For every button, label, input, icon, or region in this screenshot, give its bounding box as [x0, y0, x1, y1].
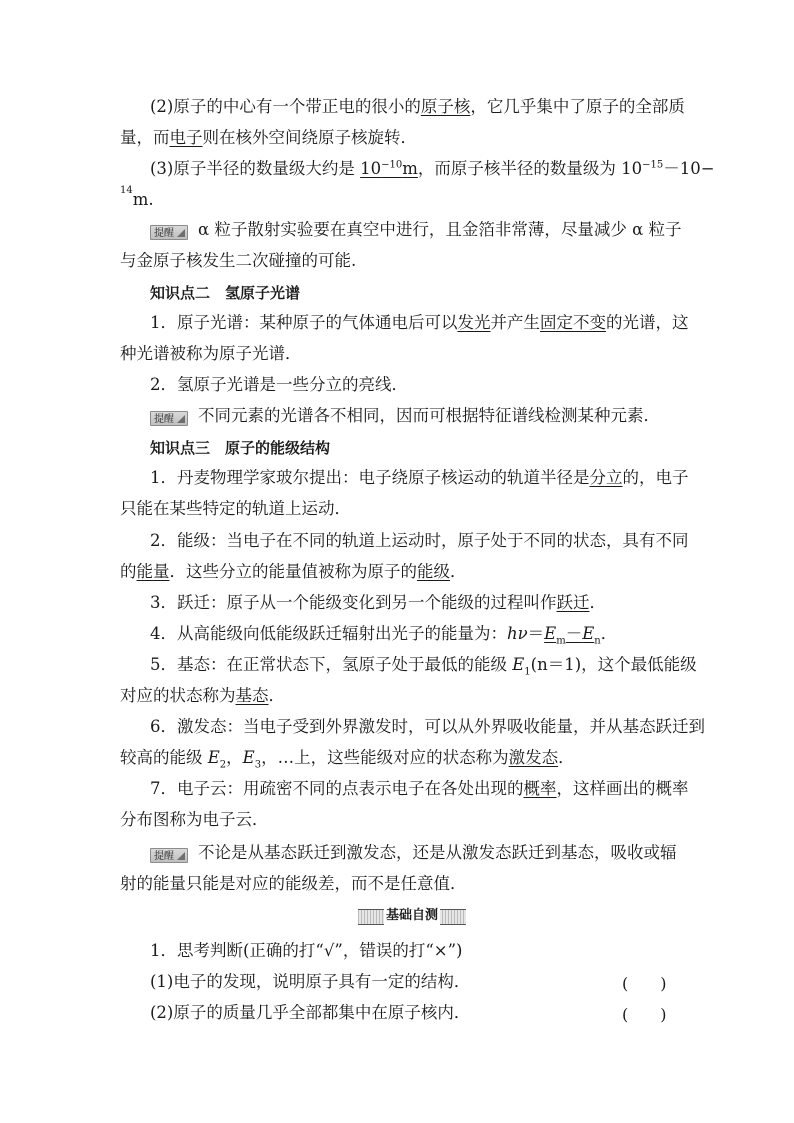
- text: 的，电子: [622, 468, 689, 487]
- answer-blank-2[interactable]: ( ): [622, 1005, 667, 1024]
- text: ．: [600, 624, 618, 643]
- text: ，这个最低能级: [581, 655, 697, 674]
- text: E: [207, 748, 220, 767]
- text: 3．跃迁：原子从一个能级变化到另一个能级的过程叫作: [150, 593, 557, 612]
- answer-level: 能级: [417, 562, 450, 581]
- text: 与金原子核发生二次碰撞的可能.: [120, 251, 357, 270]
- k3-item1: [150, 467, 710, 489]
- text: α 粒子散射实验要在真空中进行，且金箔非常薄，尽量减少 α 粒子: [198, 220, 682, 239]
- text: 较高的能级: [120, 748, 208, 767]
- k3-item2: 2．能级：当电子在不同的轨道上运动时，原子处于不同的状态，具有不同: [150, 531, 689, 550]
- answer-transition: 跃迁: [556, 593, 590, 612]
- text: m.: [132, 190, 154, 209]
- k3-item6-line2: [120, 747, 680, 769]
- answer-energy: 能量: [136, 562, 170, 581]
- text: (n＝1): [530, 655, 582, 674]
- text: －: [565, 624, 583, 643]
- formula-hv: hν: [507, 624, 528, 643]
- text: 并产生: [490, 313, 540, 332]
- text: 1．原子光谱：某种原子的气体通电后可以: [150, 313, 458, 332]
- k3-item3: [150, 592, 710, 614]
- k3-item7: [150, 778, 710, 800]
- text: ，: [226, 748, 243, 767]
- text: 则在核外空间绕原子核旋转．: [202, 128, 417, 147]
- text: ．: [450, 562, 467, 581]
- k3-item6: 6．激发态：当电子受到外界激发时，可以从外界吸收能量，并从基态跃迁到: [150, 717, 705, 736]
- answer-excited-state: 激发态: [508, 748, 559, 767]
- question-stem: 1．思考判断(正确的打“√”，错误的打“×”): [150, 941, 463, 960]
- answer-nucleus: 原子核: [420, 97, 471, 116]
- text: E: [544, 624, 557, 643]
- text: ．: [558, 748, 575, 767]
- p3-line2: [120, 184, 680, 211]
- text: E: [582, 624, 595, 643]
- text: 4．从高能级向低能级跃迁辐射出光子的能量为：: [150, 624, 507, 643]
- statement-1: (1)电子的发现，说明原子具有一定的结构．: [150, 972, 471, 991]
- text: ，…上，这些能级对应的状态称为: [261, 748, 509, 767]
- exponent: −10: [381, 159, 403, 171]
- tip-1-line2: [120, 250, 680, 272]
- text: 不同元素的光谱各不相同，因而可根据特征谱线检测某种元素．: [198, 406, 660, 425]
- text: 5．基态：在正常状态下，氢原子处于最低的能级: [150, 655, 513, 674]
- answer-glow: 发光: [457, 313, 491, 332]
- text: 对应的状态称为: [120, 686, 236, 705]
- exponent: −15: [642, 159, 664, 171]
- subscript: 1: [524, 666, 531, 678]
- text: E: [512, 655, 525, 674]
- tip-badge: 提醒: [150, 848, 188, 863]
- answer-energy-difference: [544, 624, 601, 647]
- section-banner: [358, 907, 466, 925]
- text: 的: [120, 562, 137, 581]
- answer-atom-radius: [360, 159, 418, 178]
- text: ，而原子核半径的数量级为 10: [417, 159, 643, 178]
- subscript: 3: [254, 759, 262, 771]
- text: ．这些分立的能量值被称为原子的: [169, 562, 417, 581]
- p2-line1: [150, 96, 710, 118]
- tip-1: [150, 219, 710, 241]
- text: ．: [268, 686, 285, 705]
- tip-3: [150, 842, 710, 864]
- k2-item2: 2．氢原子光谱是一些分立的亮线．: [150, 375, 408, 394]
- subscript: 2: [219, 759, 227, 771]
- text: ，它几乎集中了原子的全部质: [470, 97, 685, 116]
- section-heading: 知识点二 氢原子光谱: [150, 284, 301, 302]
- text: 量，而: [120, 128, 170, 147]
- text: (2)原子的中心有一个带正电的很小的: [150, 97, 421, 116]
- section-heading: 知识点三 原子的能级结构: [150, 439, 331, 457]
- statement-2: (2)原子的质量几乎全部都集中在原子核内．: [150, 1003, 471, 1022]
- answer-electron: 电子: [169, 128, 203, 147]
- subscript: n: [594, 635, 601, 647]
- tip-2: [150, 405, 710, 427]
- exponent: 14: [120, 184, 133, 196]
- text: 7．电子云：用疏密不同的点表示电子在各处出现的: [150, 779, 524, 798]
- text: ．: [589, 593, 606, 612]
- text: －10−: [663, 159, 715, 178]
- k3-item5: [150, 654, 710, 676]
- k3-item1-line2: 只能在某些特定的轨道上运动．: [120, 499, 351, 518]
- k3-item2-line2: [120, 561, 680, 583]
- tip-badge: 提醒: [150, 411, 188, 426]
- k3-item4: [150, 623, 710, 645]
- subscript: m: [556, 635, 566, 647]
- banner-title: 基础自测: [385, 908, 438, 923]
- answer-blank-1[interactable]: ( ): [622, 974, 667, 993]
- text: 1．丹麦物理学家玻尔提出：电子绕原子核运动的轨道半径是: [150, 468, 590, 487]
- text: E: [242, 748, 255, 767]
- answer-discrete: 分立: [589, 468, 623, 487]
- k2-item1: [150, 312, 710, 334]
- answer-probability: 概率: [523, 779, 557, 798]
- p3-line1: [150, 158, 715, 180]
- k3-item7-line2: 分布图称为电子云．: [120, 810, 269, 829]
- answer-ground-state: 基态: [235, 686, 269, 705]
- unit: m: [402, 159, 418, 178]
- text: 10: [360, 159, 382, 178]
- text: ，这样画出的概率: [556, 779, 689, 798]
- text: 不论是从基态跃迁到激发态，还是从激发态跃迁到基态，吸收或辐: [198, 843, 677, 862]
- k2-item1-line2: 种光谱被称为原子光谱．: [120, 344, 302, 363]
- tip-3-line2: 射的能量只能是对应的能级差，而不是任意值．: [120, 874, 467, 893]
- p2-line2: [120, 127, 680, 149]
- text: (3)原子半径的数量级大约是: [150, 159, 361, 178]
- text: ＝: [527, 624, 545, 643]
- text: 的光谱，这: [606, 313, 689, 332]
- tip-badge: 提醒: [150, 225, 188, 240]
- answer-fixed: 固定不变: [540, 313, 606, 332]
- k3-item5-line2: [120, 685, 680, 707]
